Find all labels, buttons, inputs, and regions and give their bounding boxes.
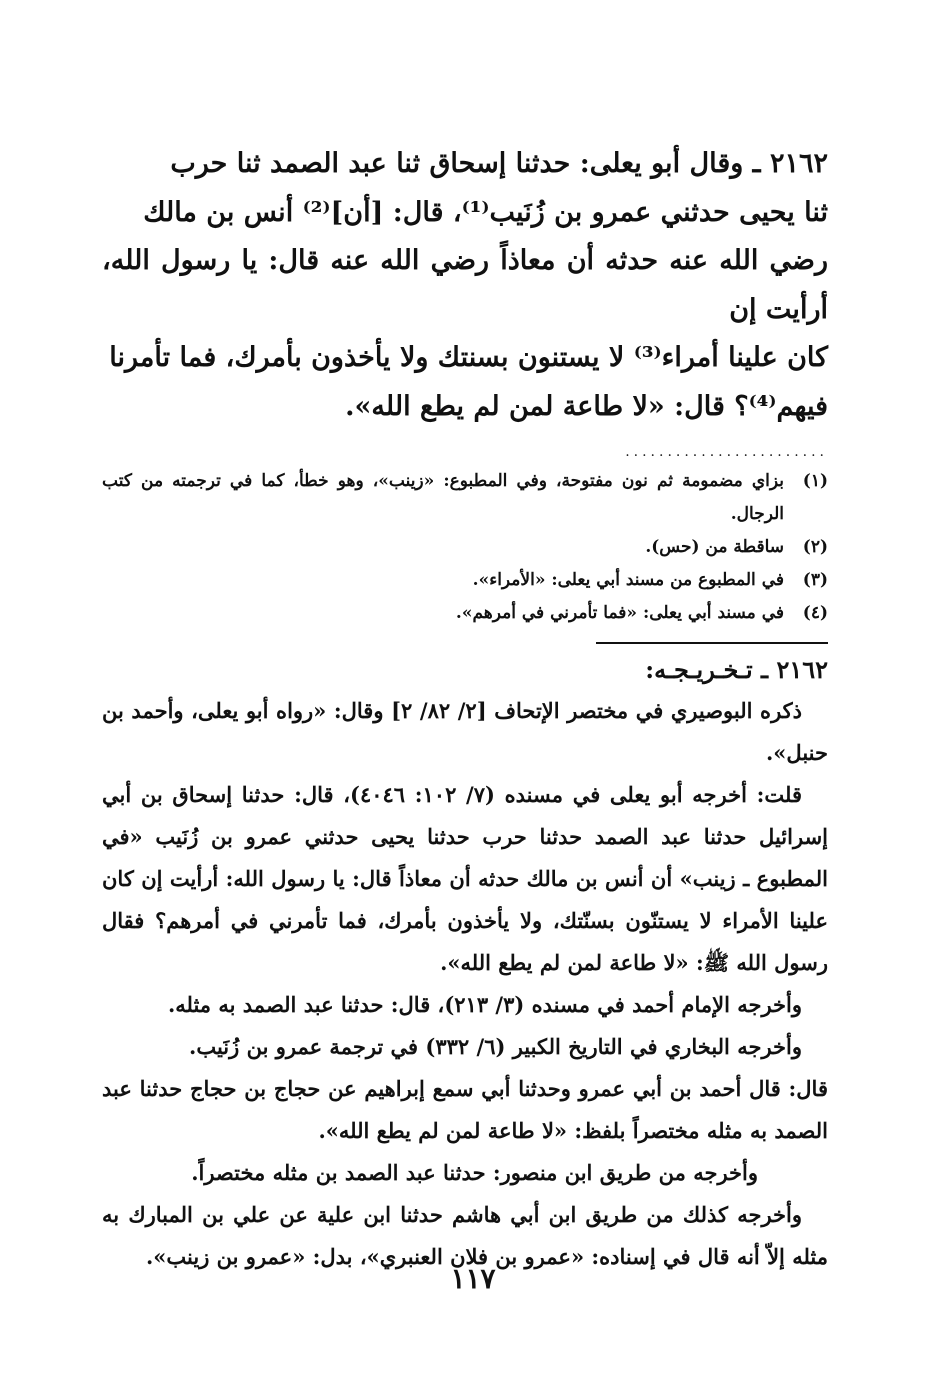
hadith-text xyxy=(102,140,828,431)
takhrij-paragraph: وأخرجه البخاري في التاريخ الكبير (٦/ ٣٣٢) في ترجمة عمرو بن زُنَيب. xyxy=(189,1034,802,1059)
takhrij-paragraph: وأخرجه كذلك من طريق ابن أبي هاشم حدثنا ابن علية عن علي بن المبارك به مثله إلاّ أنه قال في إسناده: «عمرو بن فلان العنبري»، بدل: «عمرو بن زينب». xyxy=(102,1202,828,1269)
hadith-line: رضي الله عنه حدثه أن معاذاً رضي الله عنه قال: يا رسول الله، أرأيت إن xyxy=(102,245,828,325)
footnote-text: بزاي مضمومة ثم نون مفتوحة، وفي المطبوع: «زينب»، وهو خطأ، كما في ترجمته من كتب الرجال. xyxy=(102,471,784,524)
takhrij-heading: ٢١٦٢ ـ تـخـريـجـه: xyxy=(645,655,828,684)
footnotes xyxy=(102,465,828,630)
takhrij-paragraph: وأخرجه من طريق ابن منصور: حدثنا عبد الصمد بن مثله مختصراً. xyxy=(191,1160,758,1185)
footnote xyxy=(102,531,828,564)
page-number: ١١٧ xyxy=(450,1262,496,1295)
footnote-separator: ........................ xyxy=(625,445,828,459)
footnote-number: (٣) xyxy=(802,570,828,590)
takhrij-paragraph: ذكره البوصيري في مختصر الإتحاف [٢/ ٨٢/ ٢] وقال: «رواه أبو يعلى، وأحمد بن حنبل». xyxy=(102,698,828,765)
footnote-text: في مسند أبي يعلى: «فما تأمرني في أمرهم». xyxy=(455,603,784,623)
footnote-text: في المطبوع من مسند أبي يعلى: «الأمراء». xyxy=(472,570,784,590)
footnote xyxy=(102,597,828,630)
footnote xyxy=(102,564,828,597)
hadith-line: كان علينا أمراء⁽³⁾ لا يستنون بسنتك ولا يأخذون بأمرك، فما تأمرنا xyxy=(109,342,828,373)
takhrij-paragraph: وأخرجه الإمام أحمد في مسنده (٣/ ٢١٣)، قال: حدثنا عبد الصمد به مثله. xyxy=(167,992,802,1017)
section-divider xyxy=(596,642,828,644)
footnote-number: (١) xyxy=(802,471,828,491)
footnote-number: (٢) xyxy=(802,537,828,557)
takhrij-paragraph: قال: قال أحمد بن أبي عمرو وحدثنا أبي سمع إبراهيم عن حجاج بن حجاج حدثنا عبد الصمد به مثله مختصراً بلفظ: «لا طاعة لمن لم يطع الله». xyxy=(102,1076,828,1143)
takhrij-body xyxy=(102,690,828,1278)
hadith-line: ٢١٦٢ ـ وقال أبو يعلى: حدثنا إسحاق ثنا عبد الصمد ثنا حرب xyxy=(170,148,828,179)
hadith-line: ثنا يحيى حدثني عمرو بن زُنَيب⁽¹⁾، قال: [أن]⁽²⁾ أنس بن مالك xyxy=(143,196,828,228)
footnote xyxy=(102,465,828,531)
footnote-number: (٤) xyxy=(802,603,828,623)
hadith-line: فيهم⁽⁴⁾؟ قال: «لا طاعة لمن لم يطع الله». xyxy=(345,390,828,422)
takhrij-paragraph: قلت: أخرجه أبو يعلى في مسنده (٧/ ١٠٢: ٤٠٤٦)، قال: حدثنا إسحاق بن أبي إسرائيل حدثنا عبد الصمد حدثنا حرب حدثنا يحيى حدثني عمرو بن زُنَيب «في المطبوع ـ زينب» أن أنس بن مالك حدثه أن معاذاً قال: يا رسول الله: أرأيت إن كان علينا الأمراء لا يستنّون بسنّتك، ولا يأخذون بأمرك، فما تأمرني في أمرهم؟ فقال رسول الله ﷺ: «لا طاعة لمن لم يطع الله». xyxy=(102,782,828,975)
footnote-text: ساقطة من (حس). xyxy=(645,537,784,557)
